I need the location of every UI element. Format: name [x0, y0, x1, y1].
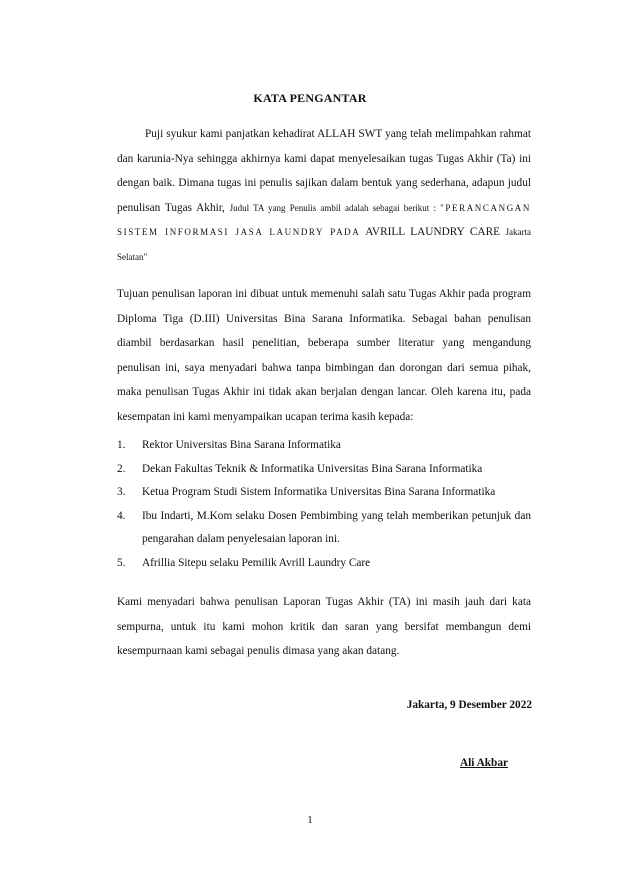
acknowledgement-list	[117, 434, 531, 576]
paragraph-purpose	[117, 282, 531, 429]
list-text: Ibu Indarti, M.Kom selaku Dosen Pembimbing yang telah memberikan petunjuk dan pengarahan dalam penyelesaian laporan ini.	[142, 509, 531, 546]
intro-end-small: Jakarta Selatan"	[117, 227, 531, 262]
intro-spaced-title: "PERANCANGAN SISTEM INFORMASI JASA LAUNDRY PADA	[117, 202, 531, 237]
intro-end-text: AVRILL LAUNDRY CARE	[360, 226, 506, 238]
list-item	[117, 434, 531, 458]
list-text: Rektor Universitas Bina Sarana Informatika	[142, 439, 341, 451]
list-number: 4.	[117, 509, 126, 522]
list-number: 3.	[117, 486, 126, 499]
list-text: Ketua Program Studi Sistem Informatika Universitas Bina Sarana Informatika	[142, 486, 496, 499]
signatory-name: Ali Akbar	[459, 757, 508, 769]
list-number: 5.	[117, 556, 126, 569]
page-title: KATA PENGANTAR	[253, 91, 367, 105]
list-text: Afrillia Sitepu selaku Pemilik Avrill Laundry Care	[142, 556, 371, 569]
list-text: Dekan Fakultas Teknik & Informatika Universitas Bina Sarana Informatika	[142, 462, 483, 475]
list-item	[117, 458, 531, 482]
purpose-text: Tujuan penulisan laporan ini dibuat untuk memenuhi salah satu Tugas Akhir pada program Diploma Tiga (D.III) Universitas Bina Sarana Informatika. Sebagai bahan penulisan diambil berdasarkan hasil penelitian, beberapa sumber literatur yang mengandung penulisan ini, saya menyadari bahwa tanpa bimbingan dan dorongan dari semua pihak, maka penulisan Tugas Akhir ini tidak akan berjalan dengan lancar. Oleh karena itu, pada kesempatan ini kami menyampaikan ucapan terima kasih kepada:	[117, 288, 531, 423]
closing-text: Kami menyadari bahwa penulisan Laporan Tugas Akhir (TA) ini masih jauh dari kata sempurna, untuk itu kami mohon kritik dan saran yang bersifat membangun demi kesempurnaan kami sebagai penulis dimasa yang akan datang.	[117, 596, 531, 657]
intro-small-text: Judul TA yang Penulis ambil adalah sebagai berikut :	[229, 202, 441, 213]
list-number: 1.	[117, 439, 126, 451]
list-item	[117, 505, 531, 552]
signature-date: Jakarta, 9 Desember 2022	[406, 699, 532, 711]
list-item	[117, 481, 531, 505]
list-number: 2.	[117, 462, 126, 475]
page-number: 1	[307, 814, 313, 826]
paragraph-closing	[117, 590, 531, 664]
list-item	[117, 552, 531, 576]
intro-text: Puji syukur kami panjatkan kehadirat ALLAH SWT yang telah melimpahkan rahmat dan karunia-Nya sehingga akhirnya kami dapat menyelesaikan tugas Tugas Akhir (Ta) ini dengan baik. Dimana tugas ini penulis sajikan dalam bentuk yang sederhana, adapun judul penulisan Tugas Akhir,	[117, 128, 531, 214]
paragraph-intro	[117, 122, 531, 269]
